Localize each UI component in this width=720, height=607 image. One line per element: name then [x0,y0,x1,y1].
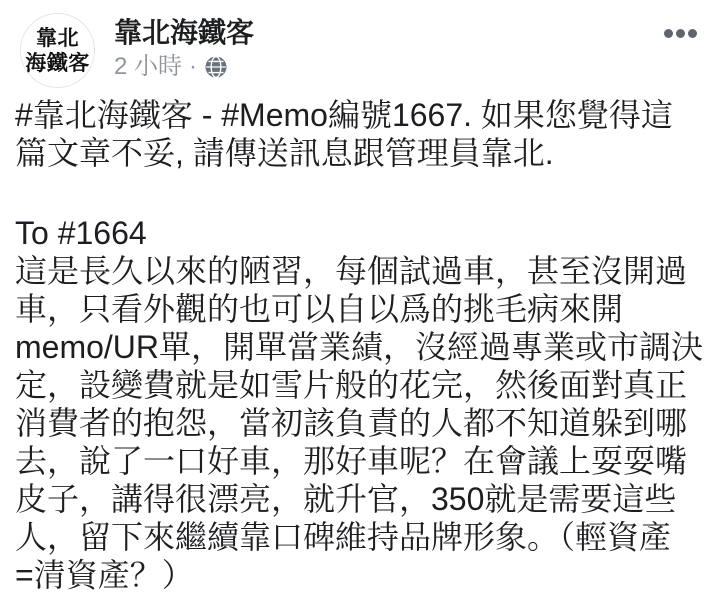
avatar[interactable] [20,13,95,88]
post-text-line: 皮子，講得很漂亮，就升官，350就是需要這些 [15,481,677,517]
more-options-button[interactable] [656,18,704,48]
avatar-text-line2: 海鐵客 [25,51,90,75]
post-text-line: To #1664 [15,215,147,251]
ellipsis-dot-icon [676,29,685,38]
post-text [15,96,708,594]
page-name-link[interactable]: 靠北海鐵客 [114,17,255,48]
avatar-text-line1: 靠北 [36,26,79,50]
post-text-line: 篇文章不妥, 請傳送訊息跟管理員靠北. [15,135,554,171]
post-text-line: 消費者的抱怨，當初該負責的人都不知道躲到哪 [15,405,688,441]
meta-separator: · [189,53,198,80]
post-text-line: 這是長久以來的陋習，每個試過車，甚至沒開過 [15,253,688,289]
post-text-line: 車，只看外觀的也可以自以爲的挑毛病來開 [15,291,624,327]
globe-privacy-icon [204,55,228,79]
ellipsis-dot-icon [688,29,697,38]
post-text-line: memo/UR單，開單當業績，沒經過專業或市調決 [15,329,704,365]
post-meta-row [114,53,254,81]
post-text-line: 人，留下來繼續靠口碑維持品牌形象。（輕資產 [15,519,672,555]
header-meta [114,16,254,81]
post-text-line: 定，設變費就是如雪片般的花完，然後面對真正 [15,367,688,403]
post-header [0,0,720,96]
timestamp-link[interactable]: 2 小時 [114,53,183,80]
post-text-blank-line [15,172,708,214]
post-text-line: =清資產？） [15,557,194,593]
ellipsis-dot-icon [664,29,673,38]
post-text-line: #靠北海鐵客 - #Memo編號1667. 如果您覺得這 [15,97,673,133]
post-text-line: 去，說了一口好車，那好車呢？在會議上耍耍嘴 [15,443,688,479]
